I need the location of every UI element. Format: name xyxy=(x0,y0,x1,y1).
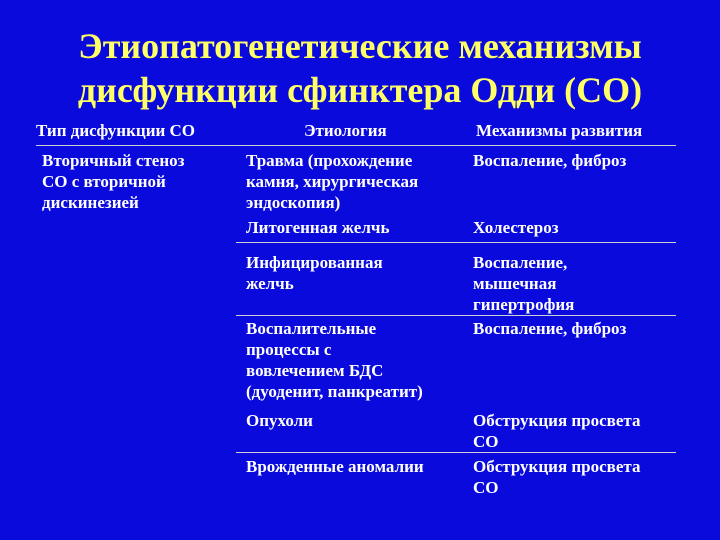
mechanism-cell xyxy=(473,410,640,452)
row-divider xyxy=(236,315,676,316)
etiology-line: (дуоденит, панкреатит) xyxy=(246,382,423,401)
slide-title xyxy=(0,24,720,112)
type-line: Вторичный стеноз xyxy=(42,151,185,170)
etiology-table xyxy=(36,118,676,497)
etiology-cell xyxy=(246,217,389,238)
etiology-line: Травма (прохождение xyxy=(246,151,413,170)
mechanism-cell xyxy=(473,252,574,315)
type-line: СО с вторичной xyxy=(42,172,166,191)
header-mechanism: Механизмы развития xyxy=(476,121,643,140)
etiology-line: Литогенная желчь xyxy=(246,218,390,237)
row-divider xyxy=(236,452,676,453)
etiology-cell xyxy=(246,410,313,431)
mechanism-line: Холестероз xyxy=(473,218,559,237)
type-cell xyxy=(42,150,184,213)
etiology-cell xyxy=(246,318,423,402)
title-line-1: Этиопатогенетические механизмы xyxy=(78,26,642,66)
etiology-line: Воспалительные xyxy=(246,319,377,338)
etiology-line: Инфицированная xyxy=(246,253,383,272)
mechanism-line: Воспаление, фиброз xyxy=(473,319,627,338)
etiology-line: камня, хирургическая xyxy=(246,172,419,191)
header-type: Тип дисфункции СО xyxy=(36,121,196,140)
etiology-line: Врожденные аномалии xyxy=(246,457,424,476)
title-line-2: дисфункции сфинктера Одди (СО) xyxy=(77,70,643,110)
etiology-line: желчь xyxy=(246,274,294,293)
etiology-line: Опухоли xyxy=(246,411,313,430)
mechanism-cell xyxy=(473,456,640,498)
mechanism-line: Воспаление, xyxy=(473,253,568,272)
mechanism-cell xyxy=(473,217,559,238)
etiology-cell xyxy=(246,150,418,213)
header-divider xyxy=(36,145,676,146)
mechanism-line: СО xyxy=(473,478,499,497)
mechanism-line: СО xyxy=(473,432,499,451)
etiology-cell xyxy=(246,456,424,477)
type-line: дискинезией xyxy=(42,193,139,212)
etiology-line: вовлечением БДС xyxy=(246,361,384,380)
mechanism-line: гипертрофия xyxy=(473,295,575,314)
mechanism-line: Воспаление, фиброз xyxy=(473,151,627,170)
etiology-cell xyxy=(246,252,383,294)
mechanism-line: мышечная xyxy=(473,274,557,293)
etiology-line: процессы с xyxy=(246,340,332,359)
mechanism-cell xyxy=(473,318,626,339)
mechanism-line: Обструкция просвета xyxy=(473,457,641,476)
mechanism-cell xyxy=(473,150,626,171)
mechanism-line: Обструкция просвета xyxy=(473,411,641,430)
etiology-line: эндоскопия) xyxy=(246,193,341,212)
row-divider xyxy=(236,242,676,243)
table-header xyxy=(36,118,676,144)
header-etiology: Этиология xyxy=(304,121,387,140)
